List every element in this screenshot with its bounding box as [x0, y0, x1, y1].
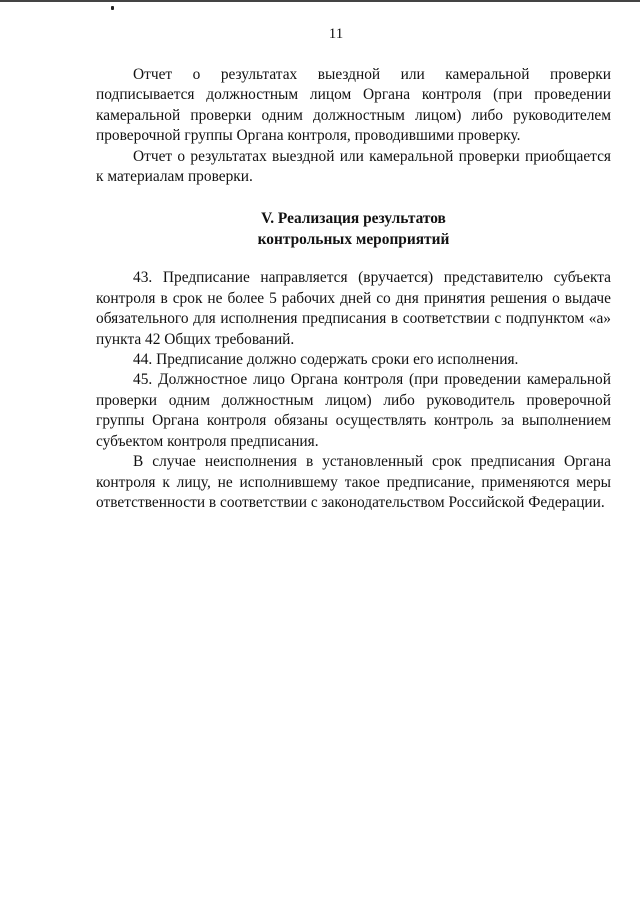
document-body [96, 65, 611, 513]
scan-mark [111, 6, 114, 10]
non-compliance-paragraph: В случае неисполнения в установленный срок предписания Органа контроля к лицу, не исполнившему такое предписание, применяются меры ответственности в соответствии с законодательством Российской Федерации. [96, 453, 611, 511]
paragraph-43: 43. Предписание направляется (вручается) представителю субъекта контроля в срок не более 5 рабочих дней со дня принятия решения о выдаче обязательного для исполнения предписания в соответствии с подпунктом «а» пункта 42 Общих требований. [96, 269, 611, 348]
paragraph-44: 44. Предписание должно содержать сроки его исполнения. [133, 351, 519, 369]
page-number: 11 [328, 26, 344, 42]
section-heading-line-1: V. Реализация результатов [261, 210, 446, 228]
scan-top-edge [0, 0, 640, 2]
report-attachment-paragraph: Отчет о результатах выездной или камеральной проверки приобщается к материалам проверки. [96, 147, 611, 186]
report-signing-paragraph: Отчет о результатах выездной или камеральной проверки подписывается должностным лицом Органа контроля (при проведении камеральной проверки одним должностным лицом) либо руководителем проверочной группы Органа контроля, проводившими проверку. [96, 66, 611, 145]
paragraph-45: 45. Должностное лицо Органа контроля (при проведении камеральной проверки одним должностным лицом) либо руководитель проверочной группы Органа контроля обязаны осуществлять контроль за выполнением субъектом контроля предписания. [96, 371, 611, 450]
section-heading-line-2: контрольных мероприятий [257, 231, 450, 249]
